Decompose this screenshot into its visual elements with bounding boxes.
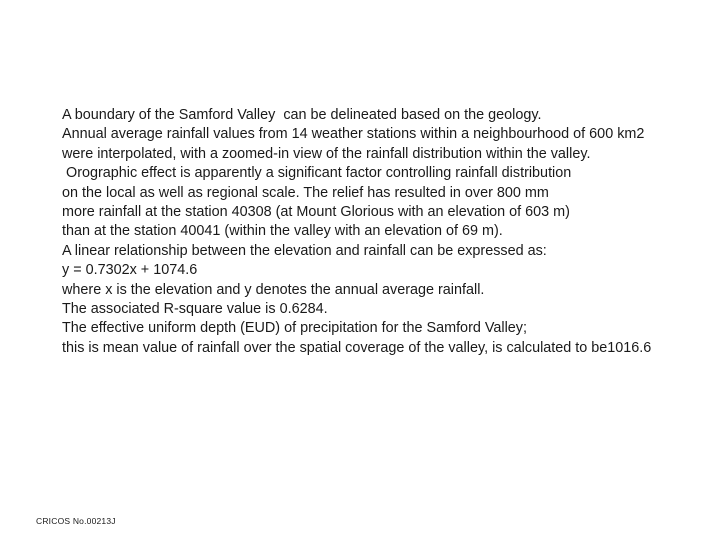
- body-line-linear-relationship: A linear relationship between the elevation and rainfall can be expressed as:: [62, 242, 547, 259]
- body-line-eud-intro: The effective uniform depth (EUD) of precipitation for the Samford Valley;: [62, 320, 527, 337]
- body-line-local-regional-scale: on the local as well as regional scale. The relief has resulted in over 800 mm: [62, 184, 549, 201]
- slide-body-text: [62, 106, 718, 358]
- body-line-rainfall-stations: Annual average rainfall values from 14 weather stations within a neighbourhood of 600 km2: [62, 126, 645, 143]
- body-line-station-40308: more rainfall at the station 40308 (at Mount Glorious with an elevation of 603 m): [62, 204, 570, 221]
- cricos-footer: CRICOS No.00213J: [36, 516, 116, 526]
- body-line-boundary: A boundary of the Samford Valley can be delineated based on the geology.: [62, 107, 542, 123]
- body-line-interpolated: were interpolated, with a zoomed-in view of the rainfall distribution within the valley.: [62, 145, 591, 162]
- body-line-station-40041: than at the station 40041 (within the valley with an elevation of 69 m).: [62, 223, 503, 240]
- body-line-eud-value: this is mean value of rainfall over the spatial coverage of the valley, is calculated to be1016.6: [62, 339, 652, 356]
- body-line-regression-equation: y = 0.7302x + 1074.6: [62, 262, 198, 279]
- body-line-r-square: The associated R-square value is 0.6284.: [62, 301, 328, 318]
- body-line-variable-definition: where x is the elevation and y denotes the annual average rainfall.: [62, 281, 485, 298]
- body-line-orographic-effect: Orographic effect is apparently a significant factor controlling rainfall distribution: [62, 165, 572, 182]
